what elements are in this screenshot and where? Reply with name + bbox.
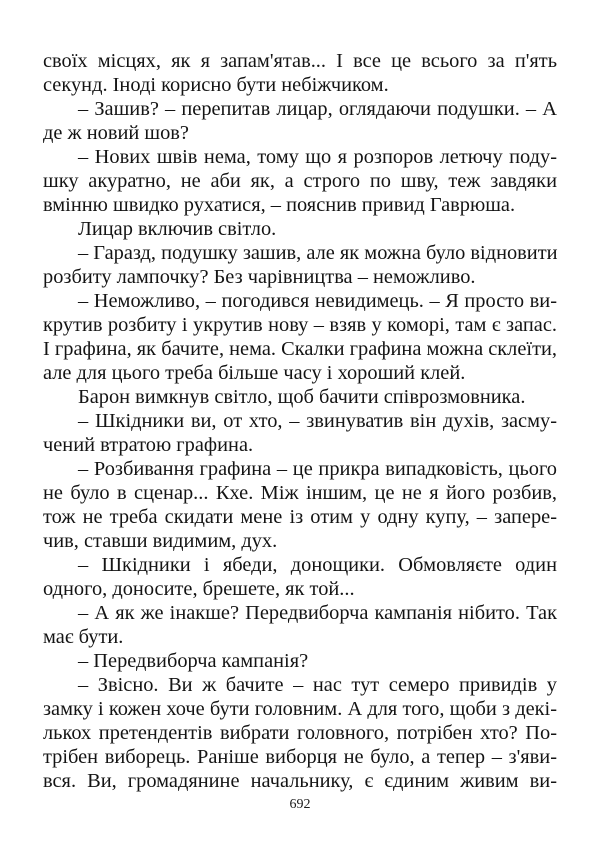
text-line: одного, доносите, брешете, як той... xyxy=(43,578,355,600)
text-line: крутив розбиту і укрутив нову – взяв у коморі, там є запас. xyxy=(43,314,557,336)
text-line: чений втратою графина. xyxy=(43,434,254,456)
text-line: – Зашив? – перепитав лицар, оглядаючи подушки. – А xyxy=(78,98,557,120)
text-line: має бути. xyxy=(43,626,124,648)
text-line: – А як же інакше? Передвиборча кампанія нібито. Так xyxy=(78,602,557,624)
text-line: тож не треба скидати мене із отим у одну купу, – запере- xyxy=(43,506,557,528)
text-line: лькох претендентів вибрати головного, потрібен хто? По- xyxy=(43,722,557,744)
text-line: де ж новий шов? xyxy=(43,122,189,144)
text-line: трібен виборець. Раніше виборця не було, а тепер – з'яви- xyxy=(43,746,557,768)
text-line: шку акуратно, не аби як, а строго по шву, теж завдяки xyxy=(43,170,557,192)
text-line: розбиту лампочку? Без чарівництва – неможливо. xyxy=(43,266,476,288)
text-line: – Нових швів нема, тому що я розпоров летючу поду- xyxy=(78,146,557,168)
text-line: – Неможливо, – погодився невидимець. – Я просто ви- xyxy=(78,290,557,312)
text-line: – Звісно. Ви ж бачите – нас тут семеро привидів у xyxy=(78,674,557,696)
text-line: – Передвиборча кампанія? xyxy=(78,650,309,672)
text-line: замку і кожен хоче бути головним. А для того, щоби з декі- xyxy=(43,698,557,720)
text-line: чив, ставши видимим, дух. xyxy=(43,530,278,552)
text-line: І графина, як бачите, нема. Скалки графина можна склеїти, xyxy=(43,338,557,360)
text-line: вмінню швидко рухатися, – пояснив привид Гаврюша. xyxy=(43,194,516,216)
text-line: – Розбивання графина – це прикра випадковість, цього xyxy=(78,458,557,480)
text-line: – Шкідники ви, от хто, – звинуватив він духів, засму- xyxy=(78,410,557,432)
text-line: своїх місцях, як я запам'ятав... І все це всього за п'ять xyxy=(43,50,557,72)
body-text xyxy=(43,49,557,793)
text-line: Лицар включив світло. xyxy=(78,218,277,240)
text-line: секунд. Іноді корисно бути небіжчиком. xyxy=(43,74,389,96)
text-line: Барон вимкнув світло, щоб бачити співрозмовника. xyxy=(78,386,526,408)
text-line: – Гаразд, подушку зашив, але як можна було відновити xyxy=(78,242,558,264)
text-line: але для цього треба більше часу і хороший клей. xyxy=(43,362,466,384)
text-line: вся. Ви, громадянине начальнику, є єдиним живим ви- xyxy=(43,770,557,792)
page-number: 692 xyxy=(289,797,311,812)
text-line: не було в сценар... Кхе. Між іншим, це не я його розбив, xyxy=(43,482,557,504)
text-line: – Шкідники і ябеди, донощики. Обмовляєте один xyxy=(78,554,557,576)
